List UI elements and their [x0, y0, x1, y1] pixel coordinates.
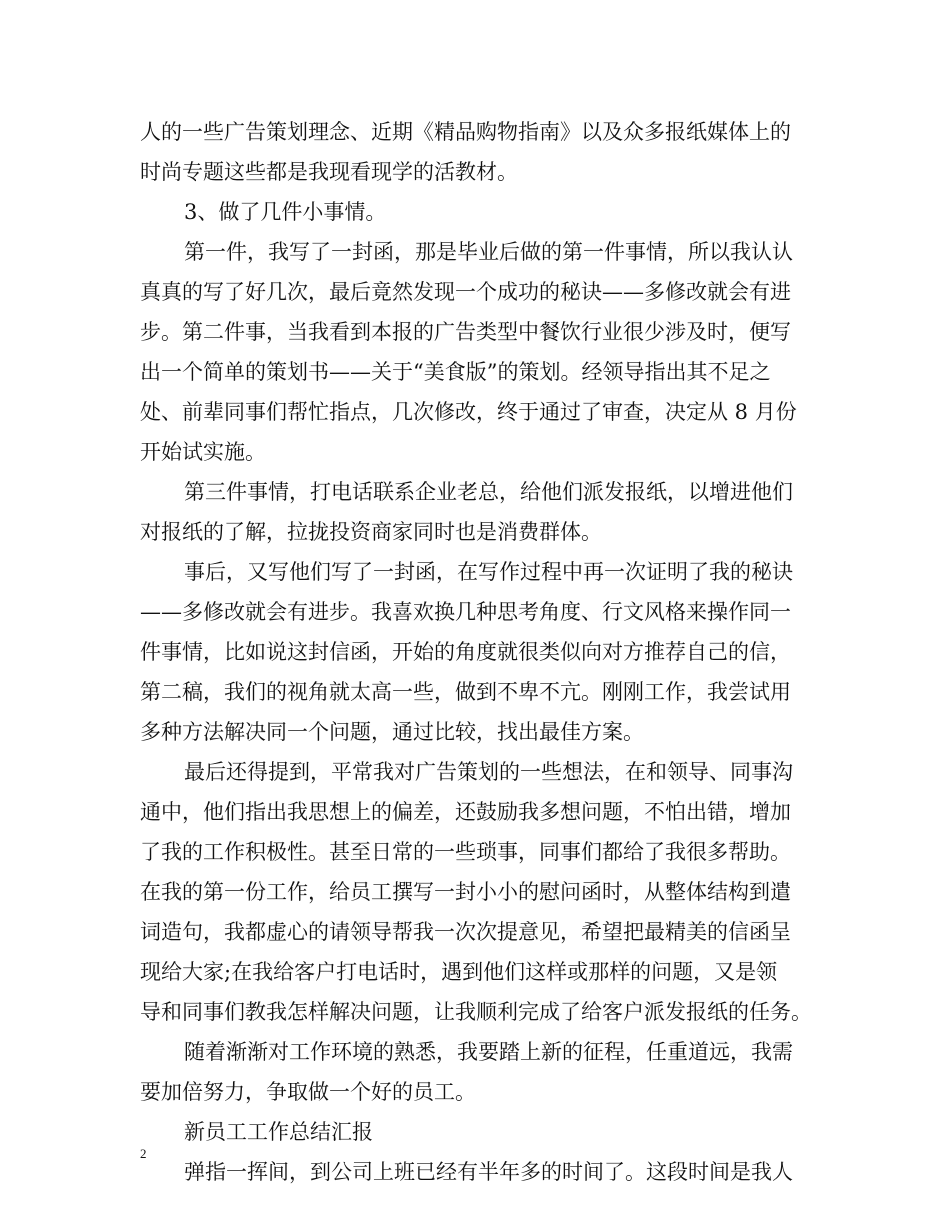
text-line: 对报纸的了解，拉拢投资商家同时也是消费群体。: [140, 520, 602, 544]
text-line: 要加倍努力，争取做一个好的员工。: [140, 1080, 476, 1104]
text-line: 多种方法解决同一个问题，通过比较，找出最佳方案。: [140, 720, 644, 744]
text-line: 件事情，比如说这封信函，开始的角度就很类似向对方推荐自己的信，: [140, 640, 791, 664]
text-line: 事后，又写他们写了一封函，在写作过程中再一次证明了我的秘诀: [184, 560, 793, 584]
text-line: 时尚专题这些都是我现看现学的活教材。: [140, 160, 518, 184]
text-line: 人的一些广告策划理念、近期《精品购物指南》以及众多报纸媒体上的: [140, 120, 791, 144]
text-line: 第二稿，我们的视角就太高一些，做到不卑不亢。刚刚工作，我尝试用: [140, 680, 791, 704]
text-line: 步。第二件事，当我看到本报的广告类型中餐饮行业很少涉及时，便写: [140, 320, 791, 344]
text-line: 最后还得提到，平常我对广告策划的一些想法，在和领导、同事沟: [184, 760, 793, 784]
section-heading: 3、做了几件小事情。: [184, 200, 387, 224]
text-line: 通中，他们指出我思想上的偏差，还鼓励我多想问题，不怕出错，增加: [140, 800, 791, 824]
document-title: 新员工工作总结汇报: [184, 1120, 373, 1144]
text-line: 随着渐渐对工作环境的熟悉，我要踏上新的征程，任重道远，我需: [184, 1040, 793, 1064]
text-line: 现给大家;在我给客户打电话时，遇到他们这样或那样的问题，又是领: [140, 960, 778, 984]
text-line: 开始试实施。: [140, 440, 266, 464]
text-line: 处、前辈同事们帮忙指点，几次修改，终于通过了审查，决定从 8 月份: [140, 400, 797, 424]
text-line: 第三件事情，打电话联系企业老总，给他们派发报纸，以增进他们: [184, 480, 793, 504]
body-text: [140, 112, 820, 1192]
text-line: 第一件，我写了一封函，那是毕业后做的第一件事情，所以我认认: [184, 240, 793, 264]
text-line: 真真的写了好几次，最后竟然发现一个成功的秘诀——多修改就会有进: [140, 280, 791, 304]
page-number: 2: [140, 1146, 147, 1161]
text-line: 了我的工作积极性。甚至日常的一些琐事，同事们都给了我很多帮助。: [140, 840, 791, 864]
text-line: 在我的第一份工作，给员工撰写一封小小的慰问函时，从整体结构到遣: [140, 880, 791, 904]
text-line: 弹指一挥间，到公司上班已经有半年多的时间了。这段时间是我人: [184, 1160, 793, 1184]
text-line: 词造句，我都虚心的请领导帮我一次次提意见，希望把最精美的信函呈: [140, 920, 791, 944]
text-line: 导和同事们教我怎样解决问题，让我顺利完成了给客户派发报纸的任务。: [140, 1000, 812, 1024]
text-line: ——多修改就会有进步。我喜欢换几种思考角度、行文风格来操作同一: [140, 600, 791, 624]
text-line: 出一个简单的策划书——关于“美食版”的策划。经领导指出其不足之: [140, 360, 771, 384]
